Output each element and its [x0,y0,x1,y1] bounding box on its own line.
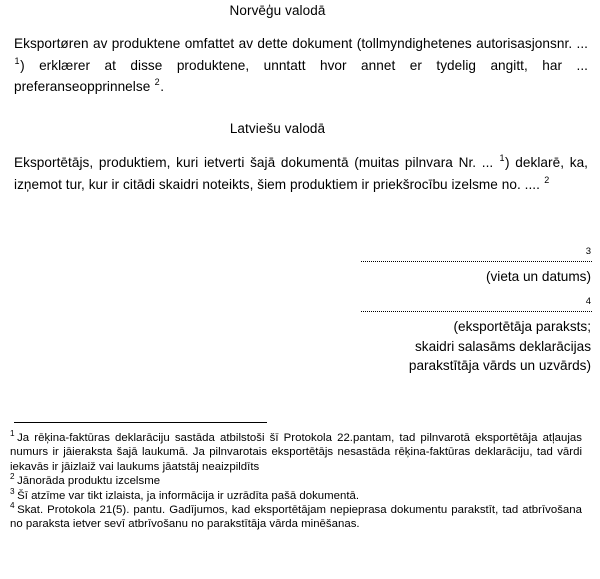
footnote-1 [10,431,582,474]
footnote-text-2: Jānorāda produktu izcelsme [17,475,161,488]
section-heading-latvian: Latviešu valodā [229,121,326,136]
footnote-text-3: Šī atzīme var tikt izlaista, ja informācija ir uzrādīta pašā dokumentā. [17,489,360,502]
footnote-separator-rule [14,422,267,423]
footnote-marker-4: 4 [10,501,15,511]
signature-field [361,296,592,376]
footnotes-list [10,431,582,532]
declaration-paragraph-latvian: Eksportētājs, produktiem, kuri ietverti šajā dokumentā (muitas pilnvara Nr. ... $^1$) deklarē, ka, izņemot tur, kur ir citādi skaidri noteikts, šiem produktiem ir priekšrocību izelsme no. .... $^2$ [14,153,589,192]
section-heading-norwegian: Norvēģu valodā [229,3,326,18]
footnote-ref-1: 1 [14,55,20,66]
footnote-2 [10,474,582,488]
footnote-3 [10,486,582,503]
footnote-marker-3: 3 [10,486,15,496]
place-and-date-field [361,246,592,287]
footnote-text-1: Ja rēķina-faktūras deklarāciju sastāda atbilstoši šī Protokola 22.pantam, tad pilnvarotā eksportētāja atļaujas numurs ir jāieraksta šajā laukumā. Ja pilnvarotais eksportētājs nesastāda rēķina-faktūras deklarāciju, tad vārdi iekavās ir jāizlaiž vai laukums jāatstāj neaizpildīts [10,432,582,473]
footnote-ref-1: 1 [499,153,505,164]
footnote-ref-2: 2 [544,174,550,185]
footnote-ref-2: 2 [154,77,160,88]
footnote-4 [10,503,582,532]
footnote-marker-1: 1 [10,429,15,439]
declaration-paragraph-norwegian: Eksportøren av produktene omfattet av dette dokument (tollmyndighetenes autorisasjonsnr. ... $^1$) erklærer at disse produktene, unntatt hvor annet er tydelig angitt, har ... preferanseopprinnelse $^2$. [14,36,588,94]
signature-caption: (eksportētāja paraksts; skaidri salasāms deklarācijas parakstītāja vārds un uzvārds) [408,319,591,373]
footnote-marker-2: 2 [10,472,15,482]
place-and-date-caption: (vieta un datums) [485,269,591,284]
footnote-ref-3: 3 [585,246,591,257]
footnote-ref-4: 4 [585,296,591,307]
footnote-text-4: Skat. Protokola 21(5). pantu. Gadījumos, kad eksportētājam nepieprasa dokumentu parakstīt, tad atbrīvošana no paraksta ietver sevī atbrīvošanu no parakstītāja vārda minēšanas. [10,504,582,531]
